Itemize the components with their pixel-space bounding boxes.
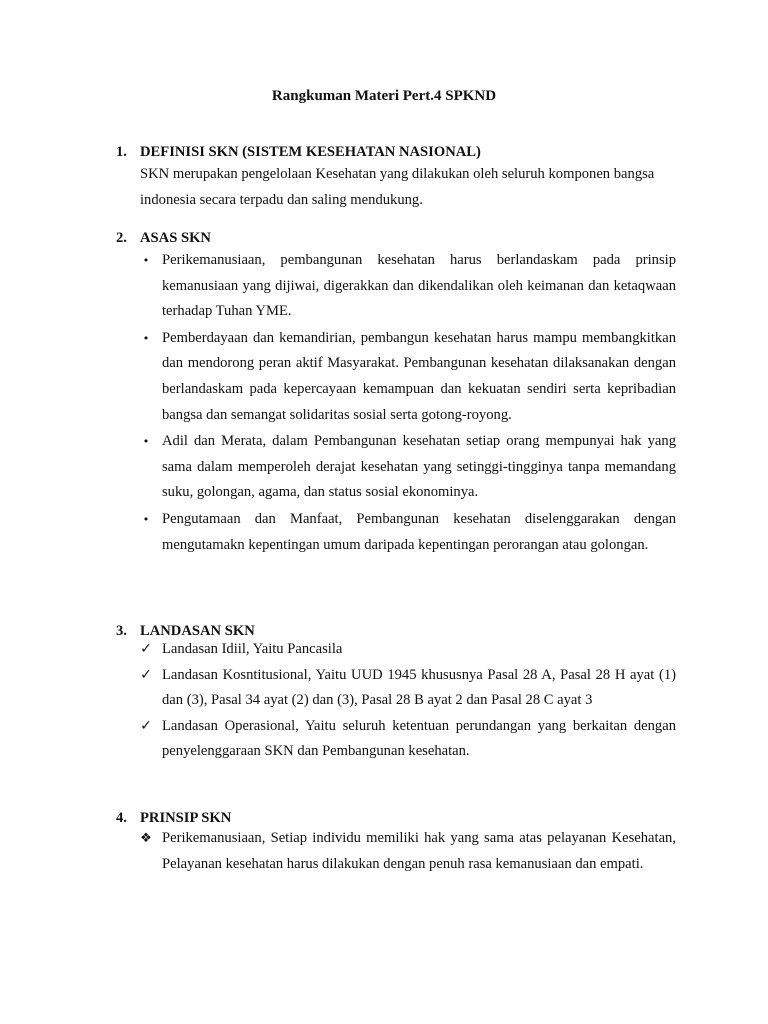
section-title: DEFINISI SKN (SISTEM KESEHATAN NASIONAL): [140, 144, 481, 160]
document-title: Rangkuman Materi Pert.4 SPKND: [271, 88, 497, 104]
list-item: [116, 637, 676, 663]
list-item-text: Pengutamaan dan Manfaat, Pembangunan kesehatan diselenggarakan dengan mengutamakn kepentingan umum daripada kepentingan perorangan atau golongan.: [162, 510, 676, 553]
section-number: 4.: [116, 810, 127, 826]
section-asas: [116, 229, 676, 559]
bullet-icon: •: [142, 512, 150, 526]
bullet-icon: •: [142, 435, 150, 449]
list-item-text: Landasan Operasional, Yaitu seluruh ketentuan perundangan yang berkaitan dengan penyelenggaraan SKN dan Pembangunan kesehatan.: [162, 717, 676, 760]
check-icon: ✓: [140, 666, 152, 683]
list-item-text: Landasan Idiil, Yaitu Pancasila: [162, 641, 343, 657]
definition-paragraph: SKN merupakan pengelolaan Kesehatan yang dilakukan oleh seluruh komponen bangsa indonesia secara terpadu dan saling mendukung.: [140, 166, 655, 208]
section-heading: [116, 143, 676, 162]
list-item-text: Pemberdayaan dan kemandirian, pembangun kesehatan harus mampu membangkitkan dan mendorong peran aktif Masyarakat. Pembangunan kesehatan dilaksanakan dengan berlandaskam pada kepercayaan kemampuan dan kekuatan sendiri serta kepribadian bangsa dan semangat solidaritas sosial serta gotong-royong.: [162, 329, 676, 423]
check-icon: ✓: [140, 641, 152, 657]
landasan-list: [116, 637, 676, 765]
section-number: 2.: [116, 230, 127, 246]
list-item: [116, 326, 676, 428]
list-item-text: Adil dan Merata, dalam Pembangunan kesehatan setiap orang mempunyai hak yang sama dalam memperoleh derajat kesehatan yang setinggi-tingginya tanpa memandang suku, golongan, agama, dan status sosial ekonominya.: [162, 433, 676, 501]
list-item-text: Perikemanusiaan, Setiap individu memiliki hak yang sama atas pelayanan Kesehatan, Pelayanan kesehatan harus dilakukan dengan penuh rasa kemanusiaan dan empati.: [162, 830, 676, 872]
bullet-icon: •: [142, 254, 150, 267]
list-item: [116, 826, 676, 877]
bullet-icon: •: [142, 331, 150, 345]
check-icon: ✓: [140, 717, 152, 734]
list-item: [116, 248, 676, 325]
list-item-text: Perikemanusiaan, pembangunan kesehatan harus berlandaskam pada prinsip kemanusiaan yang dijiwai, digerakkan dan dikendalikan oleh keimanan dan ketaqwaan terhadap Tuhan YME.: [162, 252, 676, 320]
section-title: ASAS SKN: [140, 230, 211, 246]
section-landasan: [116, 622, 676, 765]
asas-list: [116, 248, 676, 558]
list-item: [116, 663, 676, 714]
list-item: [116, 714, 676, 765]
section-heading: [116, 229, 676, 248]
list-item: [116, 429, 676, 506]
section-number: 1.: [116, 144, 127, 160]
list-item-text: Landasan Kosntitusional, Yaitu UUD 1945 khususnya Pasal 28 A, Pasal 28 H ayat (1) dan (3), Pasal 34 ayat (2) dan (3), Pasal 28 B ayat 2 dan Pasal 28 C ayat 3: [162, 666, 676, 709]
section-number: 3.: [116, 623, 127, 639]
diamond-bullet-icon: ❖: [140, 831, 152, 846]
section-definisi: [116, 143, 676, 213]
section-title: PRINSIP SKN: [140, 810, 232, 826]
list-item: [116, 507, 676, 558]
section-title: LANDASAN SKN: [140, 623, 255, 639]
section-prinsip: [116, 809, 676, 877]
prinsip-list: [116, 826, 676, 877]
